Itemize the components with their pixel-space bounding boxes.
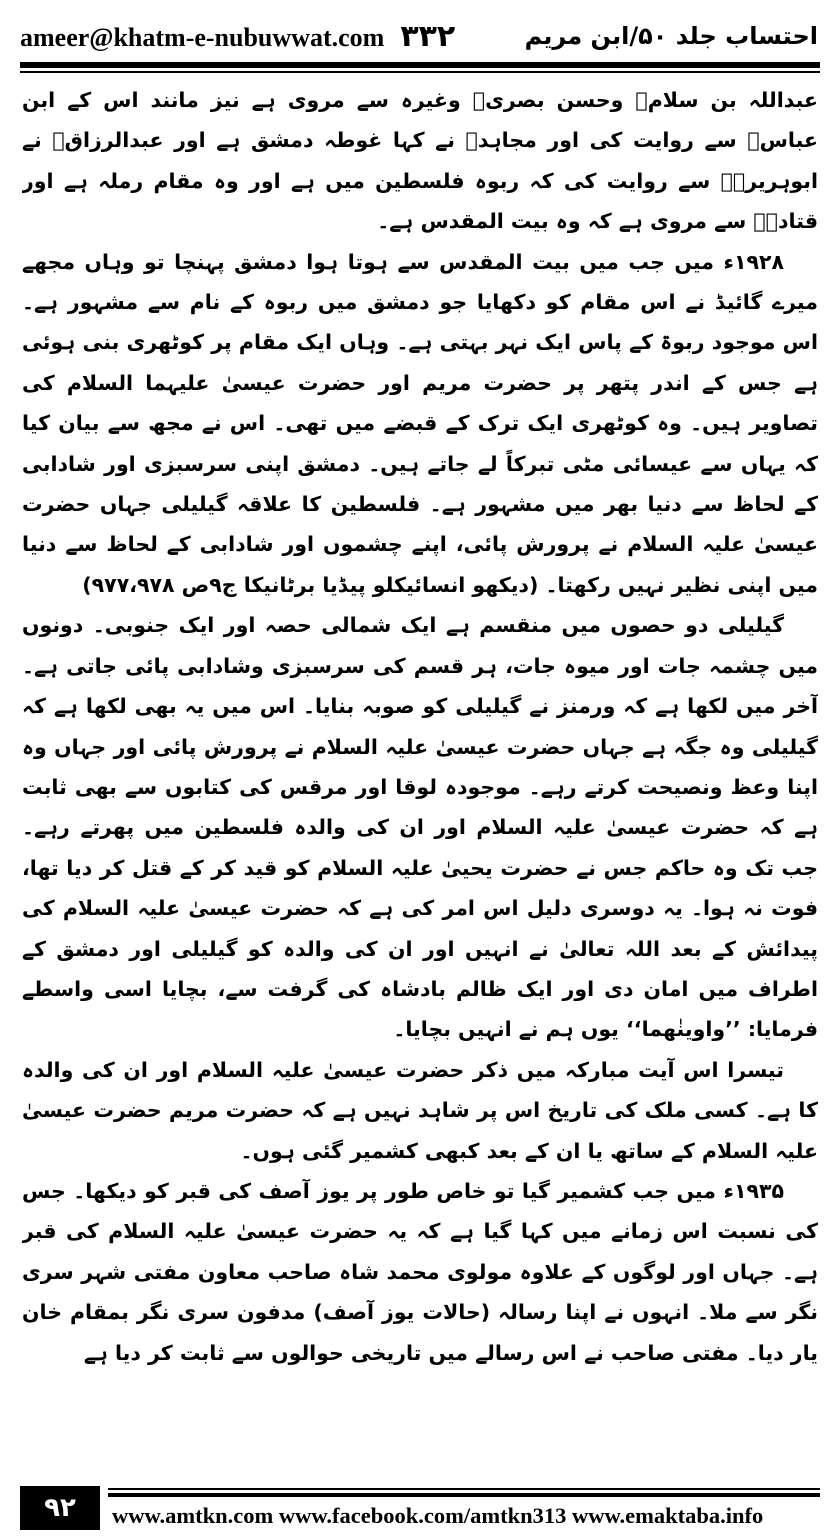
header-book-title: احتساب جلد ۵۰/ابن مریم [524, 22, 818, 50]
header-email[interactable]: ameer@khatm-e-nubuwwat.com [20, 22, 385, 52]
paragraph-4: تیسرا اس آیت مبارکہ میں ذکر حضرت عیسیٰ علیہ السلام اور ان کی والدہ کا ہے۔ کسی ملک کی تاریخ اس پر شاہد نہیں ہے کہ حضرت مریم حضرت عیسیٰ علیہ السلام کے ساتھ یا ان کے بعد کبھی کشمیر گئی ہوں۔ [22, 1057, 818, 1163]
header-left-group [20, 19, 455, 54]
paragraph-1: عبداللہ بن سلامؓ وحسن بصریؒ وغیرہ سے مروی ہے نیز مانند اس کے ابن عباسؓ سے روایت کی اور مجاہدؒ نے کہا غوطہ دمشق ہے اور عبدالرزاقؒ نے ابوہریرہؓ سے روایت کی کہ ربوہ فلسطین میں ہے اور وہ مقام رملہ ہے اور قتادہؒ سے مروی ہے کہ وہ بیت المقدس ہے۔ [22, 88, 818, 234]
page-header [20, 14, 818, 58]
footer-rule-thick [108, 1493, 820, 1497]
paragraph-5: ۱۹۳۵ء میں جب کشمیر گیا تو خاص طور پر یوز آصف کی قبر کو دیکھا۔ جس کی نسبت اس زمانے میں کہا گیا ہے کہ یہ حضرت عیسیٰ علیہ السلام کی قبر ہے۔ جہاں اور لوگوں کے علاوہ مولوی محمد شاہ صاحب معاون مفتی شہر سری نگر سے ملا۔ انہوں نے اپنا رسالہ (حالات یوز آصف) مدفون سری نگر بمقام خان یار دیا۔ مفتی صاحب نے اس رسالے میں تاریخی حوالوں سے ثابت کر دیا ہے [22, 1178, 818, 1365]
header-page-number: ۳۳۲ [400, 18, 456, 54]
body-text [22, 80, 818, 1448]
footer-links[interactable]: www.amtkn.com www.facebook.com/amtkn313 www.emaktaba.info [112, 1503, 764, 1528]
paragraph-3: گیلیلی دو حصوں میں منقسم ہے ایک شمالی حصہ اور ایک جنوبی۔ دونوں میں چشمہ جات اور میوہ جات، ہر قسم کی سرسبزی وشادابی پائی جاتی ہے۔ آخر میں لکھا ہے کہ ورمنز نے گیلیلی کو صوبہ بنایا۔ اس میں یہ بھی لکھا ہے کہ گیلیلی وہ جگہ ہے جہاں حضرت عیسیٰ علیہ السلام نے پرورش پائی اور جہاں وہ اپنا وعظ ونصیحت کرتے رہے۔ موجودہ لوقا اور مرقس کی کتابوں سے بھی ثابت ہے کہ حضرت عیسیٰ علیہ السلام اور ان کی والدہ فلسطین میں پھرتے رہے۔ جب تک وہ حاکم جس نے حضرت یحییٰ علیہ السلام کو قید کر کے قتل کر دیا تھا، فوت نہ ہوا۔ یہ دوسری دلیل اس امر کی ہے کہ حضرت عیسیٰ علیہ السلام کی پیدائش کے بعد اللہ تعالیٰ نے انہیں اور ان کی والدہ کو گیلیلی اور دمشق کے اطراف میں امان دی اور ایک ظالم بادشاہ کی گرفت سے، بچایا اسی واسطے فرمایا: ’’واوینٰھما‘‘ یوں ہم نے انہیں بچایا۔ [22, 613, 818, 1042]
footer-page-number: ۹۲ [20, 1486, 100, 1530]
header-rule-thick [20, 62, 820, 68]
paragraph-2: ۱۹۲۸ء میں جب میں بیت المقدس سے ہوتا ہوا دمشق پہنچا تو وہاں مجھے میرے گائیڈ نے اس مقام کو دکھایا جو دمشق میں ربوہ کے نام سے مشہور ہے۔ اس موجود ربوۃ کے پاس ایک نہر بہتی ہے۔ وہاں ایک مقام پر کوٹھری بنی ہوئی ہے جس کے اندر پتھر پر حضرت مریم اور حضرت عیسیٰ علیہما السلام کی تصاویر ہیں۔ وہ کوٹھری ایک ترک کے قبضے میں تھی۔ اس نے مجھ سے بیان کیا کہ یہاں سے عیسائی مٹی تبرکاً لے جاتے ہیں۔ دمشق اپنی سرسبزی اور شادابی کے لحاظ سے دنیا بھر میں مشہور ہے۔ فلسطین کا علاقہ گیلیلی جہاں حضرت عیسیٰ علیہ السلام نے پرورش پائی، اپنے چشموں اور شادابی کے لحاظ سے دنیا میں اپنی نظیر نہیں رکھتا۔ (دیکھو انسائیکلو پیڈیا برٹانیکا ج۹ص ۹۷۷،۹۷۸) [22, 249, 818, 597]
footer-rule-thin [108, 1488, 820, 1490]
header-rule-thin [20, 71, 820, 73]
